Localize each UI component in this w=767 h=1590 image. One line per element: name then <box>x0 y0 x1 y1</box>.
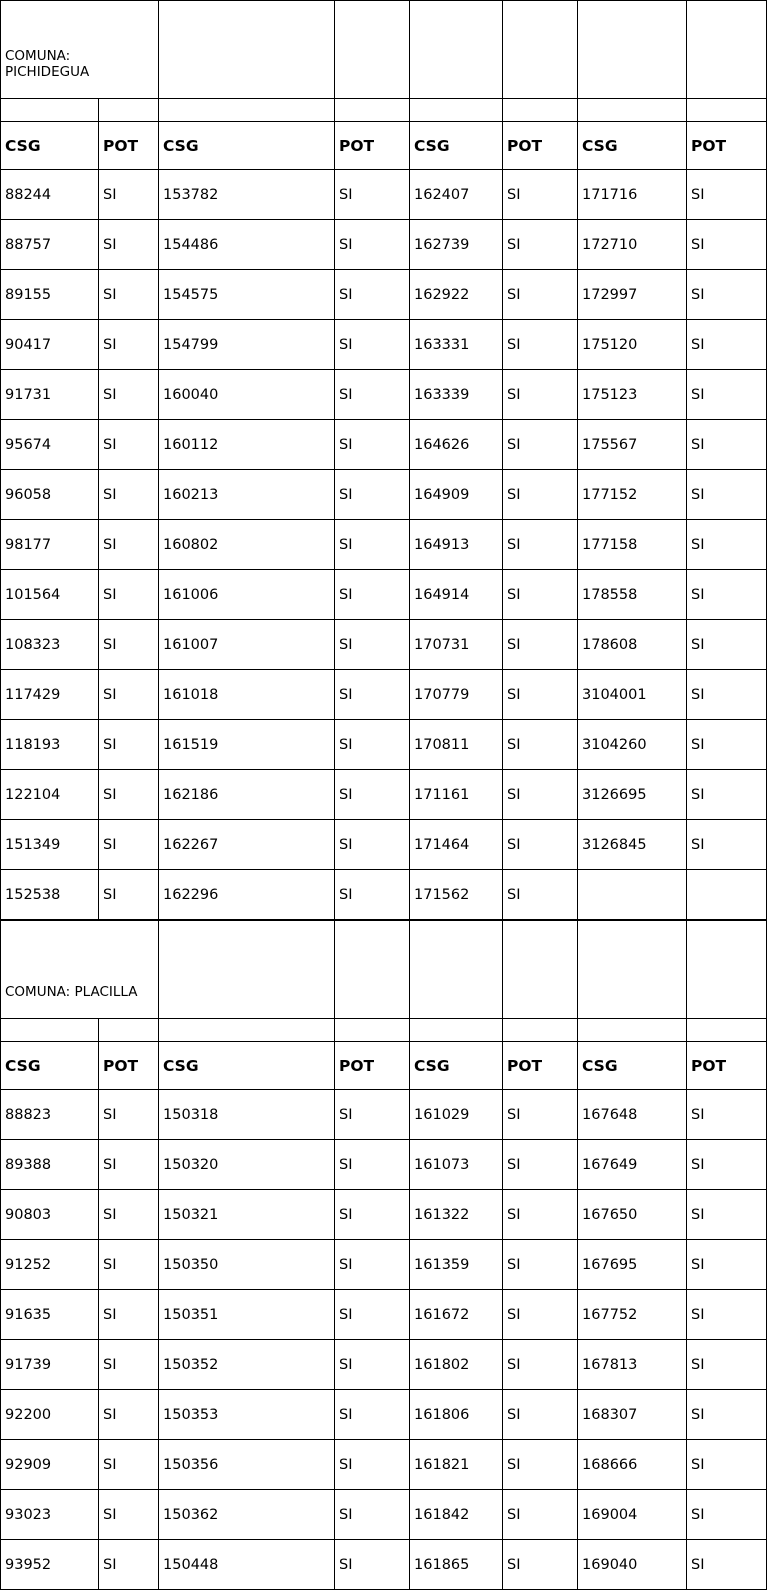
pot-cell: SI <box>99 570 159 620</box>
table-row <box>1 720 767 770</box>
table-row <box>1 1140 767 1190</box>
pot-cell: SI <box>335 1140 410 1190</box>
csg-cell: 167813 <box>578 1340 687 1390</box>
csg-cell: 162922 <box>410 270 503 320</box>
pot-cell: SI <box>687 1440 767 1490</box>
pot-cell: SI <box>687 620 767 670</box>
table-row <box>1 320 767 370</box>
csg-cell: 177158 <box>578 520 687 570</box>
section-placilla <box>0 920 767 1590</box>
pot-cell: SI <box>335 1440 410 1490</box>
pot-cell: SI <box>99 1490 159 1540</box>
pot-cell: SI <box>335 570 410 620</box>
table-row <box>1 1390 767 1440</box>
csg-cell: 178558 <box>578 570 687 620</box>
csg-cell: 161821 <box>410 1440 503 1490</box>
csg-cell: 150448 <box>159 1540 335 1590</box>
pot-cell: SI <box>335 670 410 720</box>
pot-cell: SI <box>99 520 159 570</box>
empty-cell <box>503 921 578 1019</box>
pot-column-header: POT <box>99 1042 159 1090</box>
csg-cell: 161006 <box>159 570 335 620</box>
empty-cell <box>159 99 335 122</box>
pot-cell: SI <box>335 1390 410 1440</box>
table-row <box>1 1340 767 1390</box>
pot-cell: SI <box>503 1240 578 1290</box>
pot-cell: SI <box>335 870 410 920</box>
pot-cell: SI <box>335 220 410 270</box>
empty-cell <box>410 921 503 1019</box>
csg-cell: 150362 <box>159 1490 335 1540</box>
pot-cell: SI <box>335 1340 410 1390</box>
pot-cell: SI <box>99 420 159 470</box>
csg-cell: 3126845 <box>578 820 687 870</box>
pot-cell: SI <box>503 1190 578 1240</box>
empty-cell <box>159 1 335 99</box>
pot-cell: SI <box>687 770 767 820</box>
csg-cell: 95674 <box>1 420 99 470</box>
csg-cell: 171161 <box>410 770 503 820</box>
table-row <box>1 670 767 720</box>
table-row <box>1 770 767 820</box>
pot-cell: SI <box>503 620 578 670</box>
pot-cell: SI <box>335 770 410 820</box>
empty-cell <box>410 1019 503 1042</box>
table-row <box>1 420 767 470</box>
empty-cell <box>335 99 410 122</box>
csg-cell: 101564 <box>1 570 99 620</box>
csg-cell: 160040 <box>159 370 335 420</box>
pot-cell: SI <box>335 520 410 570</box>
csg-cell: 171464 <box>410 820 503 870</box>
pot-cell: SI <box>99 470 159 520</box>
table-row <box>1 520 767 570</box>
pot-cell: SI <box>99 220 159 270</box>
comuna-title <box>1 1 159 99</box>
pot-cell: SI <box>335 720 410 770</box>
csg-cell: 88244 <box>1 170 99 220</box>
pot-cell: SI <box>687 720 767 770</box>
table-row <box>1 870 767 920</box>
empty-cell <box>687 1019 767 1042</box>
csg-cell: 172997 <box>578 270 687 320</box>
csg-cell: 92200 <box>1 1390 99 1440</box>
csg-cell: 89155 <box>1 270 99 320</box>
pot-cell: SI <box>99 1290 159 1340</box>
pot-cell: SI <box>503 220 578 270</box>
pot-cell: SI <box>687 1290 767 1340</box>
pot-cell: SI <box>99 1440 159 1490</box>
pot-cell: SI <box>503 1540 578 1590</box>
pot-column-header: POT <box>687 1042 767 1090</box>
csg-cell: 89388 <box>1 1140 99 1190</box>
pot-cell: SI <box>335 320 410 370</box>
csg-cell: 122104 <box>1 770 99 820</box>
pot-cell: SI <box>99 370 159 420</box>
comuna-title <box>1 921 159 1019</box>
csg-cell: 162186 <box>159 770 335 820</box>
empty-cell <box>578 921 687 1019</box>
csg-cell: 154486 <box>159 220 335 270</box>
pot-cell: SI <box>503 570 578 620</box>
pot-cell: SI <box>503 270 578 320</box>
pot-cell: SI <box>687 1190 767 1240</box>
csg-cell: 92909 <box>1 1440 99 1490</box>
pot-cell: SI <box>99 720 159 770</box>
csg-cell: 160213 <box>159 470 335 520</box>
csg-cell: 167649 <box>578 1140 687 1190</box>
empty-cell <box>159 1019 335 1042</box>
pot-cell: SI <box>99 1090 159 1140</box>
pot-cell: SI <box>687 370 767 420</box>
empty-cell <box>578 99 687 122</box>
pot-cell: SI <box>503 420 578 470</box>
csg-cell: 150321 <box>159 1190 335 1240</box>
empty-cell <box>687 99 767 122</box>
comuna-title-line: COMUNA: <box>5 48 71 64</box>
csg-cell: 161322 <box>410 1190 503 1240</box>
header-row <box>1 122 767 170</box>
csg-cell: 161865 <box>410 1540 503 1590</box>
table-row <box>1 470 767 520</box>
table-row <box>1 220 767 270</box>
empty-cell <box>99 1019 159 1042</box>
csg-cell <box>578 870 687 920</box>
pot-cell <box>687 870 767 920</box>
pot-cell: SI <box>503 1390 578 1440</box>
table-row <box>1 1090 767 1140</box>
pot-cell: SI <box>687 1140 767 1190</box>
pot-cell: SI <box>687 670 767 720</box>
pot-cell: SI <box>335 1490 410 1540</box>
csg-column-header: CSG <box>1 1042 99 1090</box>
csg-cell: 3104260 <box>578 720 687 770</box>
csg-cell: 162296 <box>159 870 335 920</box>
pot-cell: SI <box>99 270 159 320</box>
empty-cell <box>503 1 578 99</box>
csg-cell: 108323 <box>1 620 99 670</box>
csg-cell: 161007 <box>159 620 335 670</box>
table-row <box>1 1540 767 1590</box>
csg-cell: 88823 <box>1 1090 99 1140</box>
csg-cell: 154575 <box>159 270 335 320</box>
table-row <box>1 620 767 670</box>
spacer-row <box>1 99 767 122</box>
pot-cell: SI <box>503 770 578 820</box>
pot-cell: SI <box>503 520 578 570</box>
pot-cell: SI <box>335 420 410 470</box>
pot-cell: SI <box>335 820 410 870</box>
csg-cell: 175120 <box>578 320 687 370</box>
csg-cell: 91635 <box>1 1290 99 1340</box>
pot-cell: SI <box>335 170 410 220</box>
comuna-title-row <box>1 1 767 99</box>
comuna-title-line: COMUNA: PLACILLA <box>5 984 138 1000</box>
csg-cell: 150351 <box>159 1290 335 1340</box>
csg-cell: 91252 <box>1 1240 99 1290</box>
empty-cell <box>503 99 578 122</box>
pot-cell: SI <box>503 370 578 420</box>
csg-cell: 162267 <box>159 820 335 870</box>
csg-column-header: CSG <box>578 1042 687 1090</box>
pot-cell: SI <box>503 870 578 920</box>
csg-column-header: CSG <box>159 122 335 170</box>
csg-cell: 167752 <box>578 1290 687 1340</box>
empty-cell <box>99 99 159 122</box>
csg-cell: 91739 <box>1 1340 99 1390</box>
csg-cell: 161806 <box>410 1390 503 1440</box>
pot-cell: SI <box>335 270 410 320</box>
csg-cell: 150353 <box>159 1390 335 1440</box>
comuna-title-row <box>1 921 767 1019</box>
pot-cell: SI <box>99 1390 159 1440</box>
pot-cell: SI <box>687 570 767 620</box>
csg-cell: 169004 <box>578 1490 687 1540</box>
csg-cell: 164626 <box>410 420 503 470</box>
csg-cell: 160112 <box>159 420 335 470</box>
pot-cell: SI <box>503 720 578 770</box>
pot-cell: SI <box>687 220 767 270</box>
pot-cell: SI <box>503 1290 578 1340</box>
table-row <box>1 1490 767 1540</box>
pot-cell: SI <box>687 1490 767 1540</box>
csg-cell: 151349 <box>1 820 99 870</box>
pot-cell: SI <box>503 670 578 720</box>
csg-cell: 161519 <box>159 720 335 770</box>
csg-cell: 178608 <box>578 620 687 670</box>
pot-cell: SI <box>503 1340 578 1390</box>
csg-cell: 161842 <box>410 1490 503 1540</box>
pot-cell: SI <box>99 870 159 920</box>
csg-cell: 168307 <box>578 1390 687 1440</box>
csg-cell: 162739 <box>410 220 503 270</box>
empty-cell <box>335 1019 410 1042</box>
pot-column-header: POT <box>335 122 410 170</box>
empty-cell <box>687 1 767 99</box>
csg-cell: 163339 <box>410 370 503 420</box>
empty-cell <box>335 921 410 1019</box>
pot-cell: SI <box>503 1490 578 1540</box>
pot-cell: SI <box>687 820 767 870</box>
csg-cell: 175567 <box>578 420 687 470</box>
csg-column-header: CSG <box>410 1042 503 1090</box>
pot-cell: SI <box>503 170 578 220</box>
csg-cell: 164913 <box>410 520 503 570</box>
pot-column-header: POT <box>687 122 767 170</box>
pot-cell: SI <box>687 420 767 470</box>
pot-column-header: POT <box>335 1042 410 1090</box>
csg-cell: 96058 <box>1 470 99 520</box>
csg-cell: 150350 <box>159 1240 335 1290</box>
pot-cell: SI <box>687 320 767 370</box>
pot-cell: SI <box>687 470 767 520</box>
csg-table <box>0 920 767 1590</box>
csg-cell: 161018 <box>159 670 335 720</box>
table-row <box>1 1290 767 1340</box>
table-row <box>1 570 767 620</box>
csg-cell: 160802 <box>159 520 335 570</box>
empty-cell <box>335 1 410 99</box>
pot-cell: SI <box>687 1540 767 1590</box>
csg-cell: 161359 <box>410 1240 503 1290</box>
table-row <box>1 170 767 220</box>
csg-cell: 161672 <box>410 1290 503 1340</box>
csg-cell: 161073 <box>410 1140 503 1190</box>
csg-cell: 98177 <box>1 520 99 570</box>
table-row <box>1 1440 767 1490</box>
pot-cell: SI <box>503 1440 578 1490</box>
pot-cell: SI <box>99 1540 159 1590</box>
csg-cell: 167650 <box>578 1190 687 1240</box>
pot-cell: SI <box>503 470 578 520</box>
csg-cell: 164914 <box>410 570 503 620</box>
pot-cell: SI <box>335 1190 410 1240</box>
header-row <box>1 1042 767 1090</box>
csg-column-header: CSG <box>410 122 503 170</box>
pot-cell: SI <box>687 1390 767 1440</box>
empty-cell <box>1 1019 99 1042</box>
csg-cell: 153782 <box>159 170 335 220</box>
pot-cell: SI <box>687 170 767 220</box>
pot-cell: SI <box>503 1140 578 1190</box>
pot-cell: SI <box>99 820 159 870</box>
pot-cell: SI <box>503 1090 578 1140</box>
pot-cell: SI <box>99 1190 159 1240</box>
csg-cell: 150356 <box>159 1440 335 1490</box>
csg-cell: 177152 <box>578 470 687 520</box>
table-row <box>1 1190 767 1240</box>
csg-cell: 150352 <box>159 1340 335 1390</box>
csg-cell: 161029 <box>410 1090 503 1140</box>
csg-cell: 170811 <box>410 720 503 770</box>
pot-cell: SI <box>335 1290 410 1340</box>
csg-column-header: CSG <box>578 122 687 170</box>
pot-cell: SI <box>503 320 578 370</box>
spacer-row <box>1 1019 767 1042</box>
csg-cell: 164909 <box>410 470 503 520</box>
csg-cell: 152538 <box>1 870 99 920</box>
csg-cell: 170779 <box>410 670 503 720</box>
csg-cell: 167695 <box>578 1240 687 1290</box>
table-row <box>1 370 767 420</box>
pot-cell: SI <box>335 1090 410 1140</box>
csg-cell: 91731 <box>1 370 99 420</box>
pot-cell: SI <box>99 770 159 820</box>
empty-cell <box>687 921 767 1019</box>
csg-cell: 171716 <box>578 170 687 220</box>
csg-cell: 118193 <box>1 720 99 770</box>
csg-cell: 154799 <box>159 320 335 370</box>
csg-cell: 150318 <box>159 1090 335 1140</box>
pot-cell: SI <box>687 1090 767 1140</box>
table-row <box>1 270 767 320</box>
empty-cell <box>159 921 335 1019</box>
csg-cell: 150320 <box>159 1140 335 1190</box>
csg-cell: 169040 <box>578 1540 687 1590</box>
csg-cell: 170731 <box>410 620 503 670</box>
csg-cell: 168666 <box>578 1440 687 1490</box>
csg-cell: 93952 <box>1 1540 99 1590</box>
pot-cell: SI <box>99 620 159 670</box>
csg-cell: 90803 <box>1 1190 99 1240</box>
csg-cell: 175123 <box>578 370 687 420</box>
csg-cell: 171562 <box>410 870 503 920</box>
empty-cell <box>578 1019 687 1042</box>
empty-cell <box>578 1 687 99</box>
csg-cell: 162407 <box>410 170 503 220</box>
csg-column-header: CSG <box>1 122 99 170</box>
pot-cell: SI <box>687 520 767 570</box>
csg-cell: 88757 <box>1 220 99 270</box>
csg-cell: 172710 <box>578 220 687 270</box>
pot-cell: SI <box>99 170 159 220</box>
csg-cell: 167648 <box>578 1090 687 1140</box>
table-row <box>1 1240 767 1290</box>
csg-cell: 93023 <box>1 1490 99 1540</box>
pot-cell: SI <box>687 1240 767 1290</box>
csg-column-header: CSG <box>159 1042 335 1090</box>
pot-cell: SI <box>687 270 767 320</box>
pot-cell: SI <box>335 1540 410 1590</box>
pot-column-header: POT <box>503 122 578 170</box>
csg-cell: 117429 <box>1 670 99 720</box>
csg-cell: 3104001 <box>578 670 687 720</box>
csg-cell: 3126695 <box>578 770 687 820</box>
pot-column-header: POT <box>503 1042 578 1090</box>
empty-cell <box>1 99 99 122</box>
pot-cell: SI <box>99 320 159 370</box>
pot-cell: SI <box>99 1240 159 1290</box>
pot-cell: SI <box>335 1240 410 1290</box>
csg-cell: 90417 <box>1 320 99 370</box>
comuna-title-line: PICHIDEGUA <box>5 64 90 80</box>
pot-cell: SI <box>99 670 159 720</box>
pot-cell: SI <box>99 1140 159 1190</box>
pot-cell: SI <box>687 1340 767 1390</box>
empty-cell <box>410 99 503 122</box>
pot-cell: SI <box>503 820 578 870</box>
pot-column-header: POT <box>99 122 159 170</box>
pot-cell: SI <box>99 1340 159 1390</box>
pot-cell: SI <box>335 470 410 520</box>
empty-cell <box>503 1019 578 1042</box>
empty-cell <box>410 1 503 99</box>
csg-cell: 161802 <box>410 1340 503 1390</box>
pot-cell: SI <box>335 370 410 420</box>
csg-cell: 163331 <box>410 320 503 370</box>
pot-cell: SI <box>335 620 410 670</box>
table-row <box>1 820 767 870</box>
